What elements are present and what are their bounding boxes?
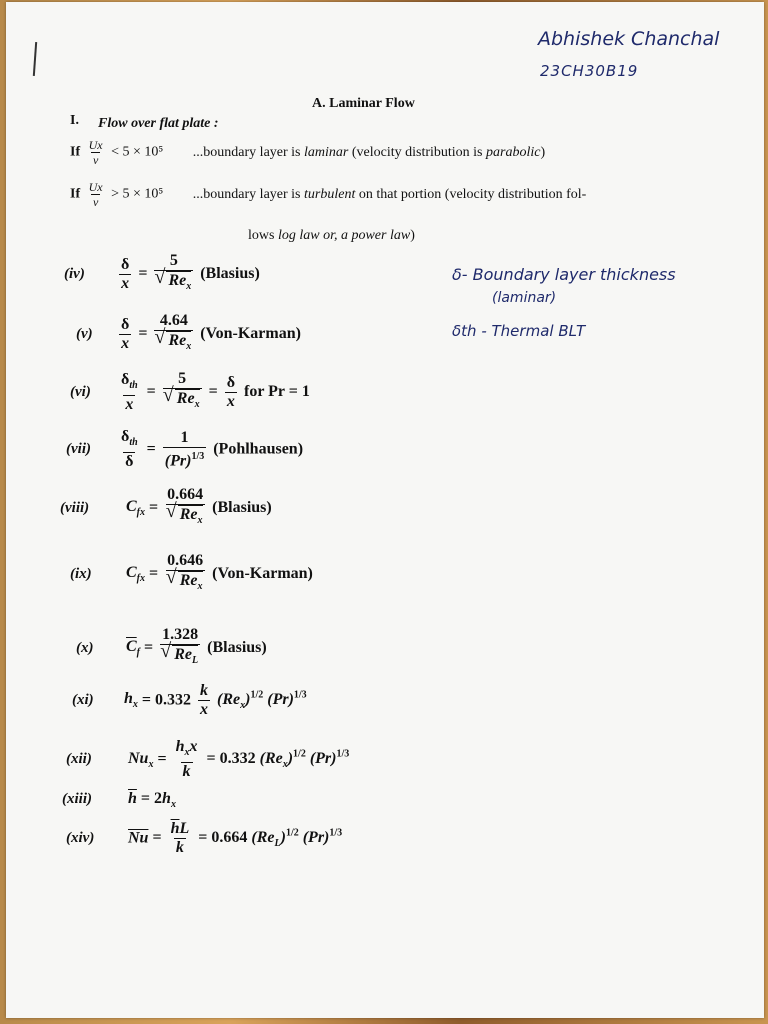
equation-x: (x) $\overline{C}_f$ = 1.328 √ $Re_L$ (Blasius): [76, 626, 267, 670]
condition-turbulent-line2: lows log law or, a power law): [248, 228, 415, 243]
handwritten-roll: 23CH30B19: [540, 62, 639, 80]
equation-ix: (ix) $C_{fx}$ = 0.646 √ $Re_x$ (Von-Karman): [70, 552, 313, 596]
section-title: A. Laminar Flow: [312, 96, 415, 111]
equation-iv: (iv) $\frac{\delta}{x}$ = 5 √ $Re_x$ (Blasius): [64, 252, 260, 296]
equation-v: (v) $\frac{\delta}{x}$ = 4.64 √ $Re_x$ (Von-Karman): [64, 312, 301, 356]
subsection-title: Flow over flat plate :: [98, 116, 219, 131]
handwritten-note-thermal: δth - Thermal BLT: [452, 322, 586, 340]
handwritten-name: Abhishek Chanchal: [538, 28, 720, 50]
equation-vi: (vi) $\frac{\delta_{th}}{x}$ = 5 √ $Re_x$ = $\frac{\delta}{x}$ for Pr = 1: [64, 370, 310, 414]
equation-xi: (xi) $h_x = 0.332$ $\frac{k}{x}$ $(Re_x)^{1/2}$ $(Pr)^{1/3}$: [72, 682, 307, 718]
equation-xiii: (xiii) $\overline{h} = 2h_x$: [62, 790, 176, 811]
equation-xiv: (xiv) $\overline{Nu}$ = $\frac{\overline{h}L}{k}$ = 0.664 $(Re_L)^{1/2}$ $(Pr)^{1/3}$: [66, 820, 343, 856]
handwritten-note-delta: δ- Boundary layer thickness: [452, 265, 676, 284]
reynolds-fraction: $\frac{Ux}{\nu}$: [88, 138, 103, 167]
handwritten-note-laminar: (laminar): [492, 290, 557, 306]
equation-xii: (xii) $Nu_x$ = $\frac{h_xx}{k}$ = 0.332 $(Re_x)^{1/2}$ $(Pr)^{1/3}$: [66, 738, 350, 781]
equation-viii: (viii) $C_{fx}$ = 0.664 √ $Re_x$ (Blasius): [60, 486, 272, 530]
equation-vii: (vii) $\frac{\delta_{th}}{\delta}$ = $\frac{1}{(Pr)^{1/3}}$ (Pohlhausen): [66, 428, 304, 471]
condition-turbulent: If $\frac{Ux}{\nu}$ > 5 × 10⁵ ...boundary layer is turbulent on that portion (velocity distribution fol-: [70, 180, 587, 209]
condition-laminar: If $\frac{Ux}{\nu}$ < 5 × 10⁵ ...boundary layer is laminar (velocity distribution is parabolic): [70, 138, 546, 167]
subsection-number: I.: [70, 113, 79, 128]
reynolds-fraction: $\frac{Ux}{\nu}$: [88, 180, 103, 209]
